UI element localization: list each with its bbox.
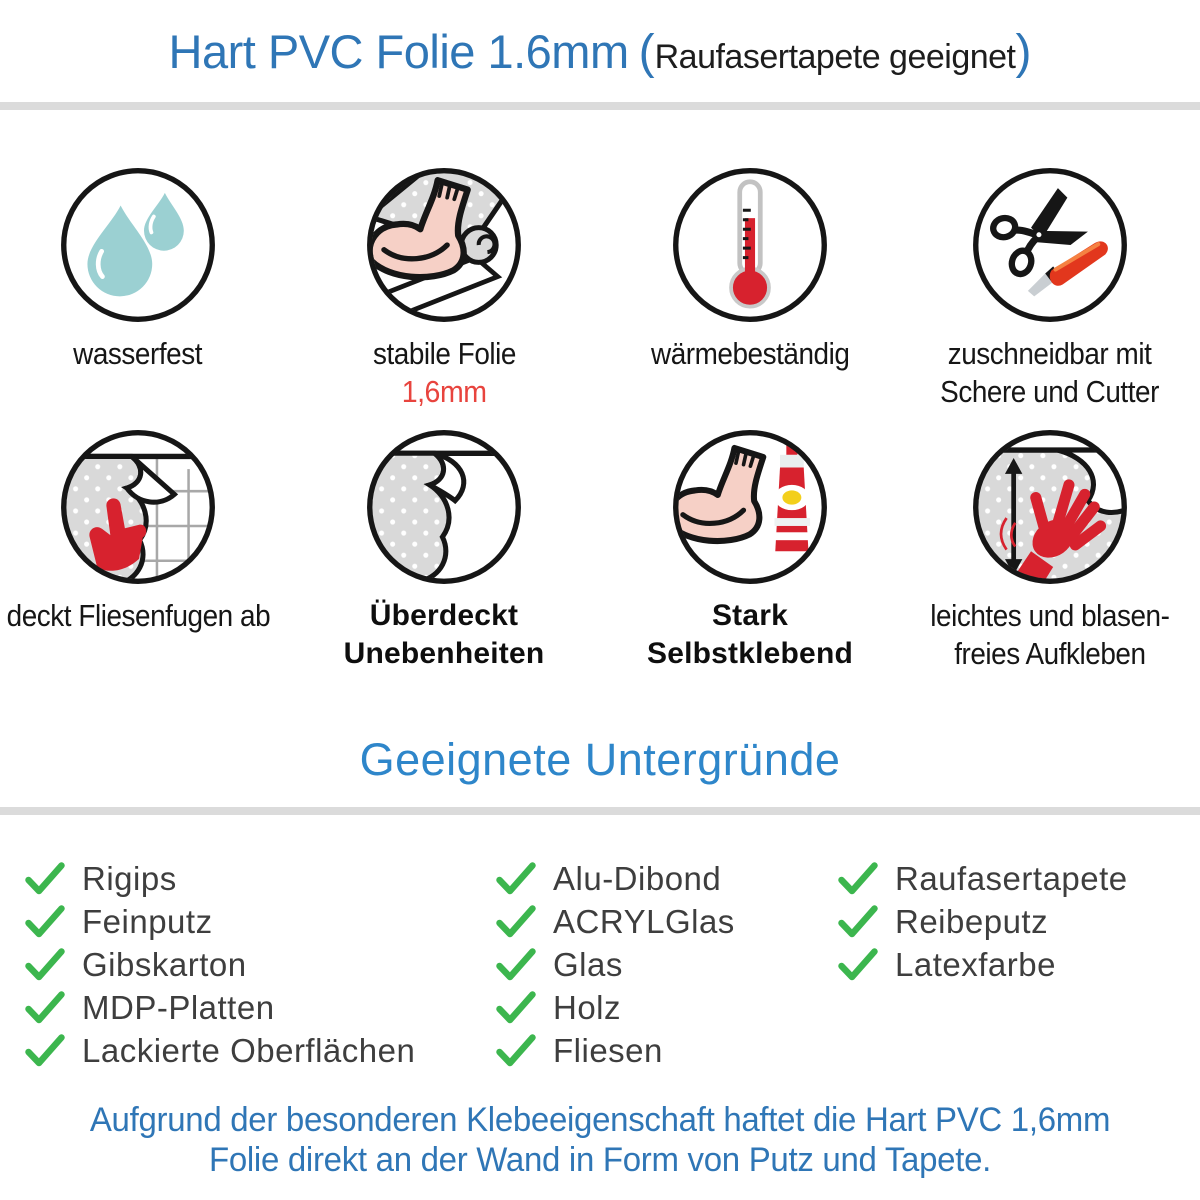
- water-drops-icon: [59, 166, 217, 324]
- feature-label: Stark Selbstklebend: [647, 599, 853, 670]
- surface-item: Latexfarbe: [838, 943, 1128, 986]
- check-icon: [25, 991, 65, 1024]
- title-paren-open: (: [638, 26, 655, 79]
- feature-label: leichtes und blasen- freies Aufkleben: [930, 598, 1170, 671]
- surfaces-heading: Geeignete Untergründe: [359, 734, 841, 785]
- footer-note: [0, 1100, 1200, 1180]
- check-icon: [496, 991, 536, 1024]
- muscle-glue-icon: [671, 428, 829, 586]
- surface-item: Glas: [496, 943, 735, 986]
- footer-line-2: Folie direkt an der Wand in Form von Putz und Tapete.: [208, 1141, 992, 1179]
- surface-item: Reibeputz: [838, 900, 1128, 943]
- surface-item: Lackierte Oberflächen: [25, 1029, 415, 1072]
- page-title: [0, 24, 1200, 80]
- feature-selbstklebend: [600, 428, 900, 673]
- feature-label: zuschneidbar mit Schere und Cutter: [940, 336, 1160, 409]
- check-icon: [25, 1034, 65, 1067]
- scissors-cutter-icon: [971, 166, 1129, 324]
- check-icon: [838, 948, 878, 981]
- feature-label: Überdeckt Unebenheiten: [343, 599, 545, 670]
- feature-row-1: [0, 166, 1200, 411]
- feature-aufkleben: [900, 428, 1200, 673]
- thermometer-icon: [671, 166, 829, 324]
- feature-zuschneidbar: [900, 166, 1200, 411]
- surface-item: Feinputz: [25, 900, 415, 943]
- check-icon: [496, 1034, 536, 1067]
- check-icon: [838, 862, 878, 895]
- feature-row-2: [0, 428, 1200, 673]
- surface-item: Rigips: [25, 857, 415, 900]
- check-icon: [496, 905, 536, 938]
- feature-unebenheiten: [294, 428, 594, 673]
- tile-thumb-icon: [59, 428, 217, 586]
- surface-item: MDP-Platten: [25, 986, 415, 1029]
- feature-wasserfest: [0, 166, 288, 411]
- surface-item: Gibskarton: [25, 943, 415, 986]
- feature-waermebestaendig: [600, 166, 900, 411]
- check-icon: [25, 905, 65, 938]
- surfaces-column-2: [496, 857, 735, 1072]
- check-icon: [25, 862, 65, 895]
- surface-item: Raufasertapete: [838, 857, 1128, 900]
- title-main: Hart PVC Folie 1.6mm: [168, 25, 629, 78]
- title-paren-close: ): [1015, 26, 1032, 79]
- surface-item: Fliesen: [496, 1029, 735, 1072]
- check-icon: [496, 862, 536, 895]
- thickness-highlight: 1,6mm: [401, 374, 487, 409]
- muscle-foil-icon: [365, 166, 523, 324]
- title-subtitle: Raufasertapete geeignet: [654, 38, 1016, 76]
- divider-middle: [0, 807, 1200, 815]
- surface-item: ACRYLGlas: [496, 900, 735, 943]
- check-icon: [25, 948, 65, 981]
- check-icon: [838, 905, 878, 938]
- feature-label: stabile Folie: [372, 336, 516, 371]
- feature-label: wärmebeständig: [650, 336, 850, 371]
- surface-item: Alu-Dibond: [496, 857, 735, 900]
- check-icon: [496, 948, 536, 981]
- smoothing-hand-icon: [971, 428, 1129, 586]
- feature-label: deckt Fliesenfugen ab: [6, 598, 270, 633]
- surface-item: Holz: [496, 986, 735, 1029]
- surfaces-column-1: [25, 857, 415, 1072]
- feature-fliesenfugen: [0, 428, 288, 673]
- feature-stabile-folie: [294, 166, 594, 411]
- divider-top: [0, 102, 1200, 110]
- cover-unevenness-icon: [365, 428, 523, 586]
- surfaces-column-3: [838, 857, 1128, 986]
- feature-label: wasserfest: [73, 336, 203, 371]
- footer-line-1: Aufgrund der besonderen Klebeeigenschaft haftet die Hart PVC 1,6mm: [89, 1101, 1111, 1139]
